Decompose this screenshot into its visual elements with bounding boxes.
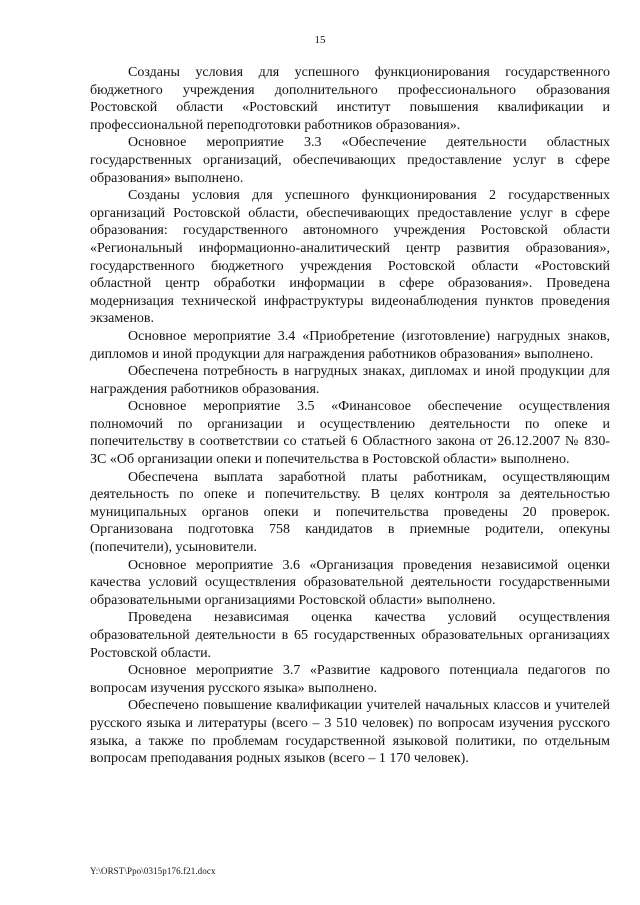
paragraph: Обеспечено повышение квалификации учителей начальных классов и учителей русского языка и литературы (всего – 3 510 человек) по вопросам изучения русского языка, а также по проблемам государственной языковой политики, по отдельным вопросам преподавания родных языков (всего – 1 170 человек).: [90, 698, 610, 767]
paragraph: Обеспечена выплата заработной платы работникам, осуществляющим деятельность по опеке и попечительству. В целях контроля за деятельностью муниципальных органов опеки и попечительства проведены 20 проверок. Организована подготовка 758 кандидатов в приемные родители, опекуны (попечители), усыновители.: [90, 469, 610, 556]
paragraph: Созданы условия для успешного функционирования государственного бюджетного учреждения дополнительного профессионального образования Ростовской области «Ростовский институт повышения квалификации и профессиональной переподготовки работников образования».: [90, 65, 610, 133]
paragraph: Основное мероприятие 3.5 «Финансовое обеспечение осуществления полномочий по организации и осуществлению деятельности по опеке и попечительству в соответствии со статьей 6 Областного закона от 26.12.2007 № 830-ЗС «Об организации опеки и попечительства в Ростовской области» выполнено.: [90, 399, 610, 468]
paragraph: Обеспечена потребность в нагрудных знаках, дипломах и иной продукции для награждения работников образования.: [90, 364, 610, 397]
page-number: 15: [314, 34, 326, 46]
paragraph: Основное мероприятие 3.3 «Обеспечение деятельности областных государственных организаций, обеспечивающих предоставление услуг в сфере образования» выполнено.: [90, 135, 610, 186]
body-text: [90, 64, 610, 768]
footer-file-path: Y:\ORST\Ppo\0315p176.f21.docx: [90, 866, 216, 876]
paragraph: Созданы условия для успешного функционирования 2 государственных организаций Ростовской области, обеспечивающих предоставление услуг в сфере образования: государственного автономного учреждения Ростовской области «Региональный информационно-аналитический центр развития образования», государственного бюджетного учреждения Ростовской области «Ростовский областной центр обработки информации в сфере образования». Проведена модернизация технической инфраструктуры видеонаблюдения пунктов проведения экзаменов.: [90, 188, 610, 327]
paragraph: Основное мероприятие 3.6 «Организация проведения независимой оценки качества условий осуществления образовательной деятельности государственными образовательными организациями Ростовской области» выполнено.: [90, 557, 610, 608]
paragraph: Проведена независимая оценка качества условий осуществления образовательной деятельности в 65 государственных образовательных организациях Ростовской области.: [90, 610, 610, 661]
paragraph: Основное мероприятие 3.7 «Развитие кадрового потенциала педагогов по вопросам изучения русского языка» выполнено.: [90, 663, 610, 696]
paragraph: Основное мероприятие 3.4 «Приобретение (изготовление) нагрудных знаков, дипломов и иной продукции для награждения работников образования» выполнено.: [90, 328, 610, 362]
